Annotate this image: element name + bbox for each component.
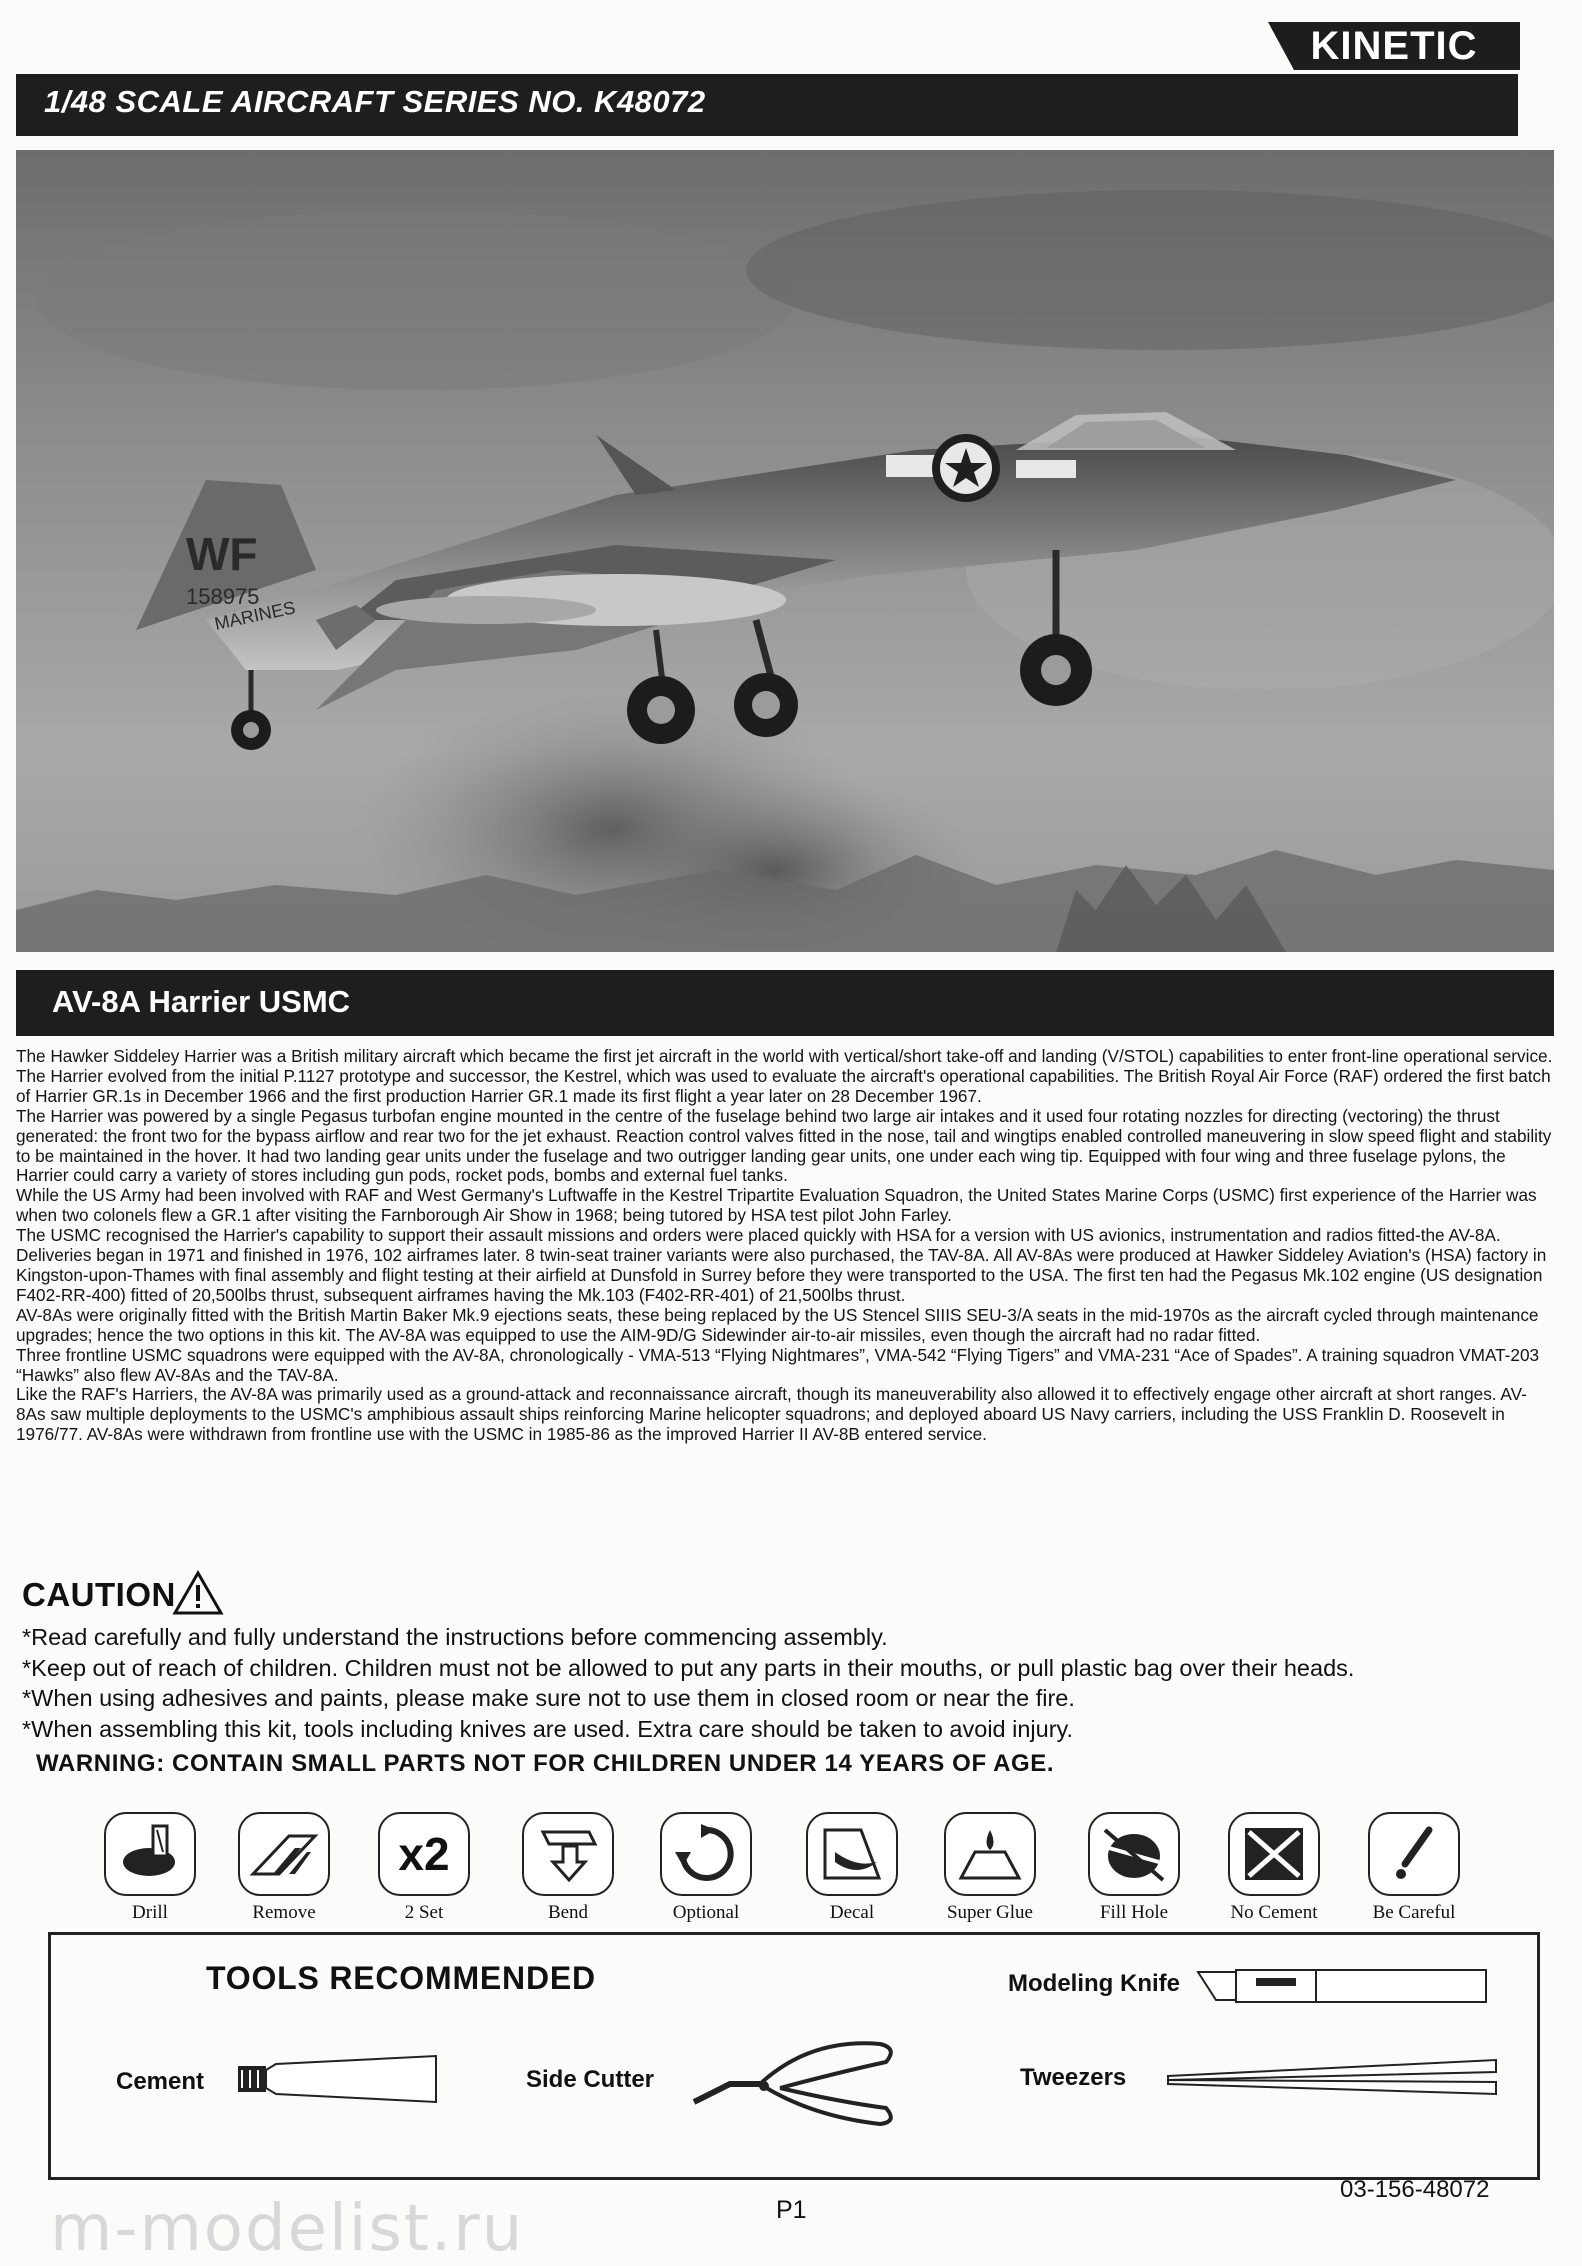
series-title: 1/48 SCALE AIRCRAFT SERIES NO. K48072	[44, 84, 706, 119]
logo-kinetic-text: KINETIC	[1268, 22, 1520, 70]
symbol-label: Decal	[829, 1902, 875, 1923]
page-number: P1	[776, 2196, 807, 2224]
symbol-label: Super Glue	[946, 1902, 1033, 1923]
symbol-label: Optional	[672, 1902, 740, 1923]
paragraph: The Harrier was powered by a single Pegasus turbofan engine mounted in the centre of the fuselage behind two large air intakes and it used four rotating nozzles for directing (vectoring) the thrust generated: the front two for the bypass airflow and rear two for the jet exhaust. Reaction control valves fitted in the nose, tail and wingtips enabled controlled maneuvering in slow speed flight and stability to be maintained in the hover. It had two landing gear units under the fuselage and two outrigger landing gear units, one under each wing tip. Equipped with four wing and three fuselage pylons, the Harrier could carry a variety of stores including gun pods, rocket pods, bombs and external fuel tanks.	[16, 1105, 1552, 1186]
tweezers-icon	[1166, 2058, 1500, 2098]
caution-line: *Read carefully and fully understand the instructions before commencing assembly.	[22, 1624, 888, 1650]
warning-triangle-icon	[172, 1570, 224, 1616]
symbol-label: No Cement	[1230, 1902, 1318, 1923]
optional-icon	[671, 1822, 741, 1886]
symbol-remove	[234, 1812, 334, 1924]
tool-label-tweezers: Tweezers	[1020, 2064, 1127, 2091]
document-code: 03-156-48072	[1340, 2176, 1490, 2203]
cement-tube-icon	[236, 2052, 440, 2106]
drill-icon	[115, 1822, 185, 1886]
symbol-no-cement	[1224, 1812, 1324, 1924]
symbol-drill	[100, 1812, 200, 1924]
tool-label-modeling-knife: Modeling Knife	[1008, 1970, 1180, 1997]
symbol-super-glue	[940, 1812, 1040, 1924]
bend-icon	[533, 1822, 603, 1886]
age-warning: WARNING: CONTAIN SMALL PARTS NOT FOR CHILDREN UNDER 14 YEARS OF AGE.	[36, 1750, 1055, 1777]
symbol-label: Be Careful	[1372, 1902, 1456, 1923]
symbol-fill-hole	[1084, 1812, 1184, 1924]
tail-marines: MARINES	[212, 597, 298, 634]
caution-heading: CAUTION	[22, 1576, 176, 1613]
paragraph: The Hawker Siddeley Harrier was a British military aircraft which became the first jet aircraft in the world with vertical/short take-off and landing (V/STOL) capabilities to enter front-line operational service. The Harrier evolved from the initial P.1127 prototype and successor, the Kestrel, which was used to evaluate the aircraft's operational capabilities. The British Royal Air Force (RAF) ordered the first batch of Harrier GR.1s in December 1966 and the first production Harrier GR.1 made its first flight a year later on 28 December 1967.	[16, 1046, 1553, 1106]
side-cutter-icon	[690, 2032, 902, 2132]
symbol-label: Fill Hole	[1099, 1902, 1169, 1923]
symbol-label: Remove	[252, 1902, 316, 1923]
symbol-two-set	[374, 1812, 474, 1924]
history-text	[16, 1047, 1556, 1445]
symbol-label: Drill	[132, 1902, 168, 1923]
caution-line: *Keep out of reach of children. Children must not be allowed to put any parts in their mouths, or pull plastic bag over their heads.	[22, 1654, 1355, 1681]
page-title: AV-8A Harrier USMC	[52, 984, 351, 1019]
tail-code: WF	[186, 528, 258, 580]
symbol-label: Bend	[547, 1902, 589, 1923]
symbol-optional	[656, 1812, 756, 1924]
two-set-icon: x2	[398, 1828, 450, 1880]
paragraph: AV-8As were originally fitted with the British Martin Baker Mk.9 ejections seats, these being replaced by the US Stencel SIIIS SEU-3/A seats in the mid-1970s as the aircraft cycled through maintenance upgrades; hence the two options in this kit. The AV-8A was equipped to use the AIM-9D/G Sidewinder air-to-air missiles, even though the aircraft had no radar fitted.	[16, 1304, 1539, 1345]
be-careful-icon	[1379, 1822, 1449, 1886]
symbol-bend	[518, 1812, 618, 1924]
symbol-label: 2 Set	[404, 1902, 444, 1923]
aircraft-illustration	[16, 150, 1554, 952]
tail-serial: 158975	[186, 584, 260, 609]
paragraph: While the US Army had been involved with RAF and West Germany's Luftwaffe in the Kestrel Tripartite Evaluation Squadron, the United States Marine Corps (USMC) first experience of the Harrier was when two colonels flew a GR.1 after visiting the Farnborough Air Show in 1968; being tutored by HSA test pilot John Farley.	[16, 1185, 1537, 1226]
caution-line: *When using adhesives and paints, please make sure not to use them in closed room or near the fire.	[22, 1685, 1075, 1711]
super-glue-icon	[955, 1822, 1025, 1886]
caution-line: *When assembling this kit, tools including knives are used. Extra care should be taken to avoid injury.	[22, 1715, 1074, 1742]
watermark: m-modelist.ru	[50, 2192, 525, 2266]
no-cement-icon	[1239, 1822, 1309, 1886]
harrier-artwork	[16, 150, 1554, 952]
decal-icon	[817, 1822, 887, 1886]
modeling-knife-icon	[1196, 1964, 1490, 2008]
paragraph: The USMC recognised the Harrier's capability to support their assault missions and orders were placed quickly with HSA for a version with US avionics, instrumentation and radios fitted-the AV-8A. Deliveries began in 1971 and finished in 1976, 102 airframes later. 8 twin-seat trainer variants were also purchased, the TAV-8A. All AV-8As were produced at Hawker Siddeley Aviation's (HSA) factory in Kingston-upon-Thames with final assembly and flight testing at their airfield at Dunsfold in Surrey before they were transported to the USA. The first ten had the Pegasus Mk.102 engine (US designation F402-RR-400) fitted of 20,500lbs thrust, subsequent airframes having the Mk.103 (F402-RR-401) of 21,500lbs thrust.	[16, 1225, 1547, 1305]
tools-title: TOOLS RECOMMENDED	[206, 1960, 596, 1996]
paragraph: Like the RAF's Harriers, the AV-8A was primarily used as a ground-attack and reconnaissance aircraft, though its maneuverability also allowed it to effectively engage other aircraft at short ranges. AV-8As saw multiple deployments to the USMC's amphibious assault ships reinforcing Marine helicopter squadrons; and deployed aboard US Navy carriers, including the USS Franklin D. Roosevelt in 1976/77. AV-8As were withdrawn from frontline use with the USMC in 1985-86 as the improved Harrier II AV-8B entered service.	[16, 1384, 1527, 1445]
remove-icon	[249, 1822, 319, 1886]
fill-hole-icon	[1099, 1822, 1169, 1886]
tool-label-cement: Cement	[116, 2068, 205, 2095]
paragraph: Three frontline USMC squadrons were equipped with the AV-8A, chronologically - VMA-513 “Flying Nightmares”, VMA-542 “Flying Tigers” and VMA-231 “Ace of Spades”. A training squadron VMAT-203 “Hawks” also flew AV-8As and the TAV-8A.	[16, 1344, 1540, 1385]
symbol-decal	[802, 1812, 902, 1924]
logo-accent	[1268, 22, 1294, 70]
caution-list	[22, 1622, 1354, 1744]
symbol-be-careful	[1364, 1812, 1464, 1924]
tool-label-side-cutter: Side Cutter	[526, 2066, 655, 2093]
